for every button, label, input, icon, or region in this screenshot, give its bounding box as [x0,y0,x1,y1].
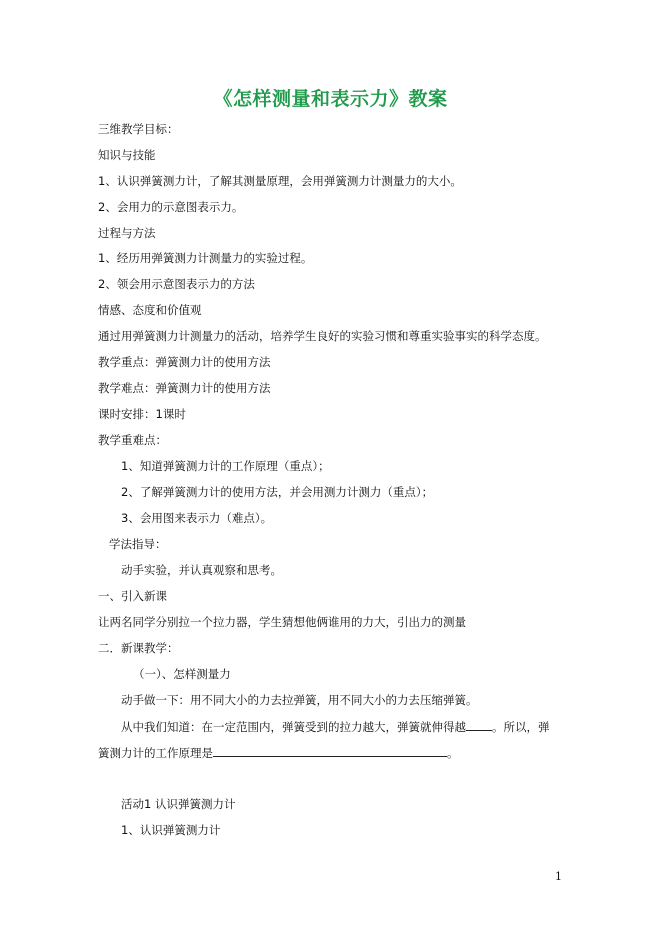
text-line: 二．新课教学： [98,641,179,655]
text-line: 让两名同学分别拉一个拉力器，学生猜想他俩谁用的力大，引出力的测量 [98,615,466,629]
text-line: 2、会用力的示意图表示力。 [98,200,244,214]
text-line: 教学重点：弹簧测力计的使用方法 [98,355,271,369]
text-segment: 簧测力计的工作原理是 [98,746,213,760]
document-title: 《怎样测量和表示力》教案 [213,88,448,110]
text-line: 过程与方法 [98,226,156,240]
text-line: 情感、态度和价值观 [98,303,202,317]
text-line: 动手做一下：用不同大小的力去拉弹簧，用不同大小的力去压缩弹簧。 [121,693,478,707]
text-line: 课时安排：1课时 [98,407,186,421]
text-line: 1、认识弹簧测力计，了解其测量原理，会用弹簧测力计测量力的大小。 [98,174,462,188]
text-line: 2、了解弹簧测力计的使用方法，并会用测力计测力（重点）； [121,485,434,499]
text-line: 一、引入新课 [98,589,167,603]
text-line: 教学重难点： [98,433,167,447]
text-segment: 从中我们知道：在一定范围内，弹簧受到的拉力越大，弹簧就伸得越 [121,720,466,734]
page-number: 1 [555,870,562,883]
fill-blank-line [98,745,459,760]
text-line: 知识与技能 [98,148,156,162]
fill-blank-line [121,719,550,734]
text-line: 3、会用图来表示力（难点）。 [121,511,273,525]
blank-underline [466,719,492,731]
text-line: 学法指导： [109,537,167,551]
text-line: （一）、怎样测量力 [133,667,231,681]
text-line: 1、经历用弹簧测力计测量力的实验过程。 [98,251,313,265]
text-line: 活动1 认识弹簧测力计 [121,797,236,811]
text-segment: 。 [447,746,459,760]
text-line: 教学难点：弹簧测力计的使用方法 [98,381,271,395]
text-line: 通过用弹簧测力计测量力的活动，培养学生良好的实验习惯和尊重实验事实的科学态度。 [98,329,547,343]
text-line: 1、知道弹簧测力计的工作原理（重点）； [121,459,330,473]
text-line: 动手实验，并认真观察和思考。 [121,563,282,577]
text-segment: 。所以，弹 [492,720,550,734]
text-line: 三维教学目标： [98,122,179,136]
text-line: 2、领会用示意图表示力的方法 [98,277,255,291]
text-line: 1、认识弹簧测力计 [121,823,221,837]
blank-underline [213,745,447,757]
